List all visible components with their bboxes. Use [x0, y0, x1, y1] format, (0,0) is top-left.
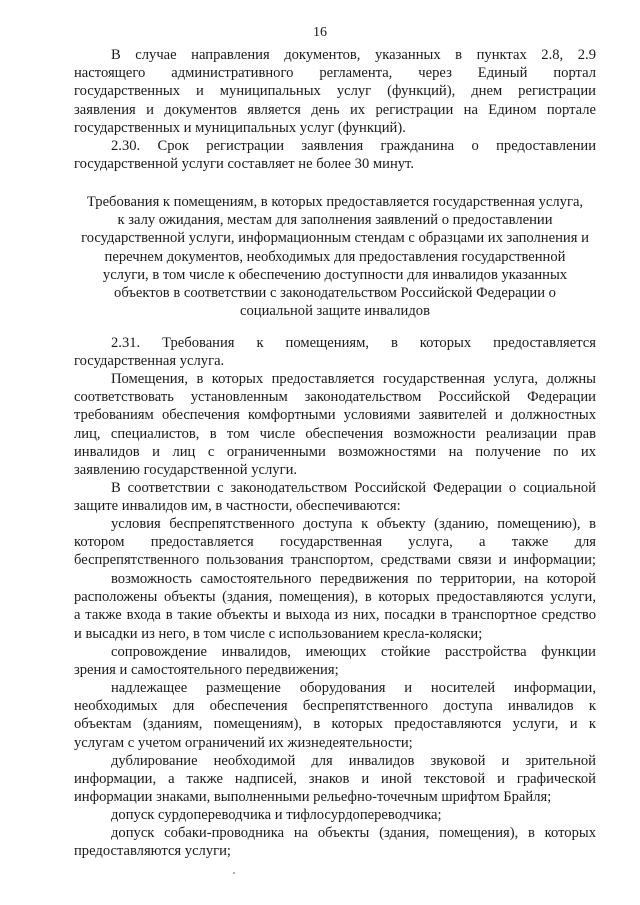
paragraph-escort	[74, 643, 596, 679]
paragraph-movement	[74, 570, 596, 643]
heading-line: к залу ожидания, местам для заполнения заявлений о предоставлении	[117, 212, 553, 229]
heading-line: перечнем документов, необходимых для предоставления государственной	[104, 248, 566, 265]
heading-line: Требования к помещениям, в которых предоставляется государственная услуга,	[86, 194, 584, 210]
text-line: сопровождение инвалидов, имеющих стойкие расстройства функции	[111, 644, 596, 660]
paragraph-braille	[74, 752, 596, 807]
text-line: котором предоставляется государственная услуга, а также для	[74, 534, 596, 551]
text-line: лиц, специалистов, в том числе обеспечения возможности реализации прав	[74, 425, 596, 442]
text-line: допуск собаки-проводника на объекты (здания, помещения), в которых	[111, 825, 596, 841]
text-line: объектам (зданиям, помещениям), в которых предоставляются услуги, и к	[74, 716, 596, 733]
text-line: возможность самостоятельного передвижения по территории, на которой	[111, 571, 596, 587]
text-line: заявления и документов является день их регистрации на Едином портале	[74, 101, 596, 118]
text-line: 2.30. Срок регистрации заявления гражданина о предоставлении	[111, 138, 596, 154]
paragraph-guide-dog	[74, 824, 596, 860]
text-line: необходимых для обеспечения беспрепятственного доступа инвалидов к	[74, 698, 596, 715]
text-line: соответствовать установленным законодательством Российской Федерации	[74, 389, 596, 406]
paragraph-2-31	[74, 334, 596, 370]
paragraph-interpreter	[74, 806, 596, 824]
text-line: инвалидов и лиц с ограниченными возможностями на получение по их	[74, 443, 596, 460]
heading-line: объектов в соответствии с законодательством Российской Федерации о	[114, 285, 556, 302]
text-line: 2.31. Требования к помещениям, в которых предоставляется	[111, 335, 596, 351]
paragraph-equipment	[74, 679, 596, 752]
text-line: информации, а также надписей, знаков и иной текстовой и графической	[74, 771, 596, 788]
paragraph-2-30	[74, 137, 596, 173]
text-line: условия беспрепятственного доступа к объекту (зданию, помещению), в	[111, 516, 596, 532]
text-line: предоставляются услуги;	[74, 843, 231, 860]
text-line: Помещения, в которых предоставляется государственная услуга, должны	[111, 371, 596, 387]
heading-line: услуги, в том числе к обеспечению доступности для инвалидов указанных	[102, 266, 568, 283]
text-line: требованиям обеспечения комфортными условиями заявителей и должностных	[74, 407, 596, 424]
text-line: услугам с учетом ограничений их жизнедеятельности;	[74, 734, 413, 751]
text-line: государственной услуги составляет не более 30 минут.	[74, 156, 414, 173]
text-line: допуск сурдопереводчика и тифлосурдопереводчика;	[111, 807, 442, 823]
text-line: заявлению государственной услуги.	[74, 462, 298, 479]
paragraph-access-conditions	[74, 515, 596, 570]
heading-line: социальной защите инвалидов	[240, 303, 430, 320]
text-line: а также входа в такие объекты и выхода из них, посадки в транспортное средство	[74, 607, 596, 624]
text-line: В случае направления документов, указанных в пунктах 2.8, 2.9	[111, 47, 596, 63]
text-line: государственная услуга.	[74, 353, 225, 370]
text-line: зрения и самостоятельного передвижения;	[74, 662, 339, 679]
scan-speck	[233, 872, 235, 874]
text-line: В соответствии с законодательством Российской Федерации о социальной	[111, 480, 596, 496]
paragraph-premises	[74, 370, 596, 479]
text-line: государственных и муниципальных услуг (функций), днем регистрации	[74, 83, 596, 100]
text-line: и высадки из него, в том числе с использованием кресла-коляски;	[74, 625, 483, 642]
text-line: беспрепятственного пользования транспортом, средствами связи и информации;	[74, 552, 596, 569]
section-heading	[74, 193, 596, 320]
text-line: надлежащее размещение оборудования и носителей информации,	[111, 680, 596, 696]
text-line: настоящего административного регламента, через Единый портал	[74, 65, 596, 82]
text-line: расположены объекты (здания, помещения), в которых предоставляются услуги,	[74, 589, 596, 606]
page-number: 16	[313, 25, 327, 40]
text-line: защите инвалидов им, в частности, обеспечиваются:	[74, 498, 401, 515]
paragraph-legislation	[74, 479, 596, 515]
text-line: информации знаками, выполненными рельефно-точечным шрифтом Брайля;	[74, 789, 552, 806]
text-line: дублирование необходимой для инвалидов звуковой и зрительной	[111, 753, 596, 769]
heading-line: государственной услуги, информационным стендам с образцами их заполнения и	[81, 230, 589, 247]
paragraph-registration-portal	[74, 46, 596, 137]
text-line: государственных и муниципальных услуг (функций).	[74, 119, 406, 136]
